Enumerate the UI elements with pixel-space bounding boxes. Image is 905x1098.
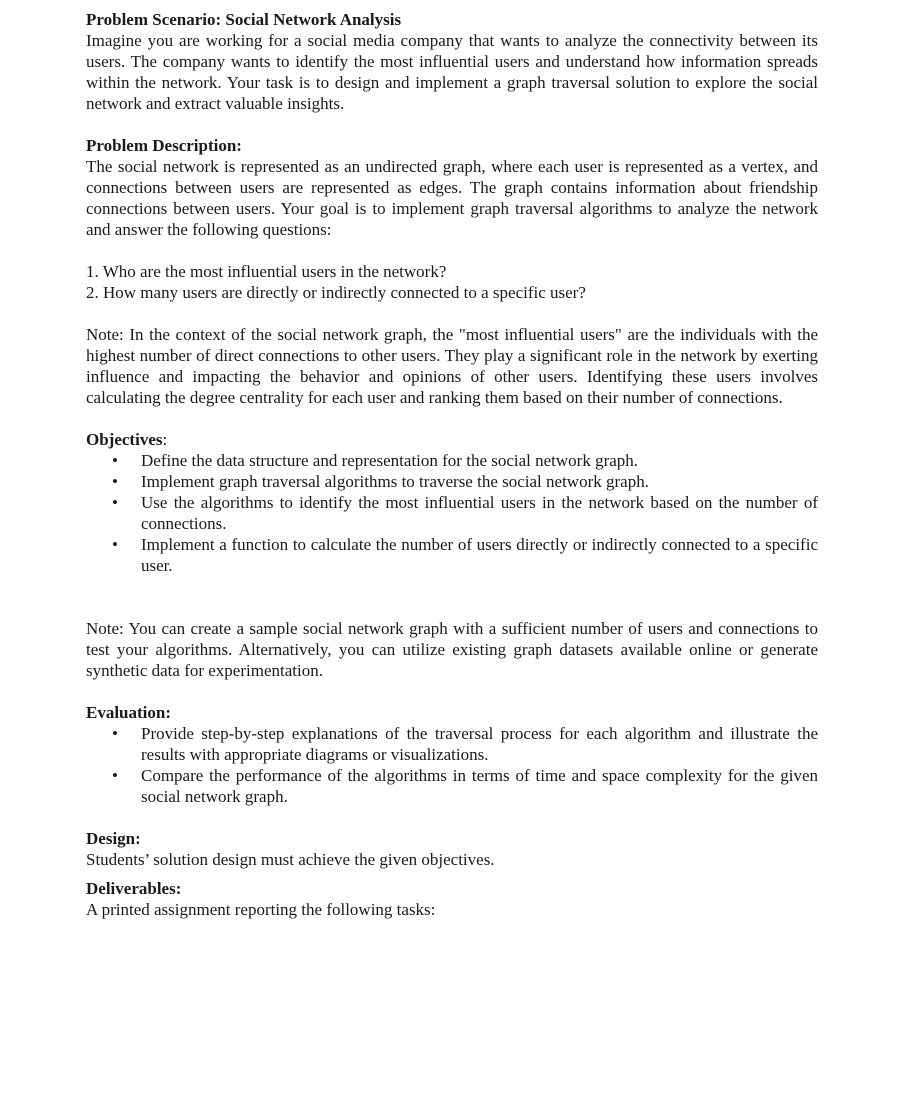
objective-text: Define the data structure and representation for the social network graph. [141,451,639,470]
sample-graph-note: Note: You can create a sample social network graph with a sufficient number of users and connections to test your algorithms. Alternatively, you can utilize existing graph datasets available online or generate synthetic data for experimentation. [86,619,818,680]
objectives-title: Objectives [86,430,163,449]
evaluation-text: Provide step-by-step explanations of the traversal process for each algorithm and illustrate the results with appropriate diagrams or visualizations. [141,724,818,764]
objectives-colon: : [162,430,168,449]
objective-text: Use the algorithms to identify the most influential users in the network based on the number of connections. [141,493,818,533]
scenario-title: Problem Scenario: Social Network Analysis [86,10,402,29]
scenario-body: Imagine you are working for a social media company that wants to analyze the connectivity between its users. The company wants to identify the most influential users and understand how information spreads within the network. Your task is to design and implement a graph traversal solution to explore the social network and extract valuable insights. [86,31,818,113]
question-2: 2. How many users are directly or indirectly connected to a specific user? [86,283,586,302]
bullet-icon: • [112,493,118,512]
deliverables-title: Deliverables: [86,879,182,898]
evaluation-title: Evaluation: [86,703,172,722]
bullet-icon: • [112,535,118,554]
design-title: Design: [86,829,141,848]
evaluation-list [86,723,818,807]
bullet-icon: • [112,724,118,743]
objectives-list [86,450,818,576]
list-item [86,723,818,765]
list-item [86,471,818,492]
document-page [86,9,818,920]
objectives-heading [86,429,818,450]
description-title: Problem Description: [86,136,242,155]
deliverables-body: A printed assignment reporting the following tasks: [86,900,436,919]
question-1: 1. Who are the most influential users in the network? [86,262,447,281]
description-body: The social network is represented as an undirected graph, where each user is represented as a vertex, and connections between users are represented as edges. The graph contains information about friendship connections between users. Your goal is to implement graph traversal algorithms to analyze the network and answer the following questions: [86,157,818,239]
list-item [86,534,818,576]
evaluation-text: Compare the performance of the algorithms in terms of time and space complexity for the given social network graph. [141,766,818,806]
list-item [86,765,818,807]
bullet-icon: • [112,472,118,491]
list-item [86,492,818,534]
list-item [86,450,818,471]
bullet-icon: • [112,766,118,785]
bullet-icon: • [112,451,118,470]
design-body: Students’ solution design must achieve the given objectives. [86,850,495,869]
objective-text: Implement graph traversal algorithms to traverse the social network graph. [141,472,649,491]
objective-text: Implement a function to calculate the number of users directly or indirectly connected to a specific user. [141,535,818,575]
influential-users-note: Note: In the context of the social network graph, the "most influential users" are the individuals with the highest number of direct connections to other users. They play a significant role in the network by exerting influence and impacting the behavior and opinions of other users. Identifying these users involves calculating the degree centrality for each user and ranking them based on their number of connections. [86,325,818,407]
